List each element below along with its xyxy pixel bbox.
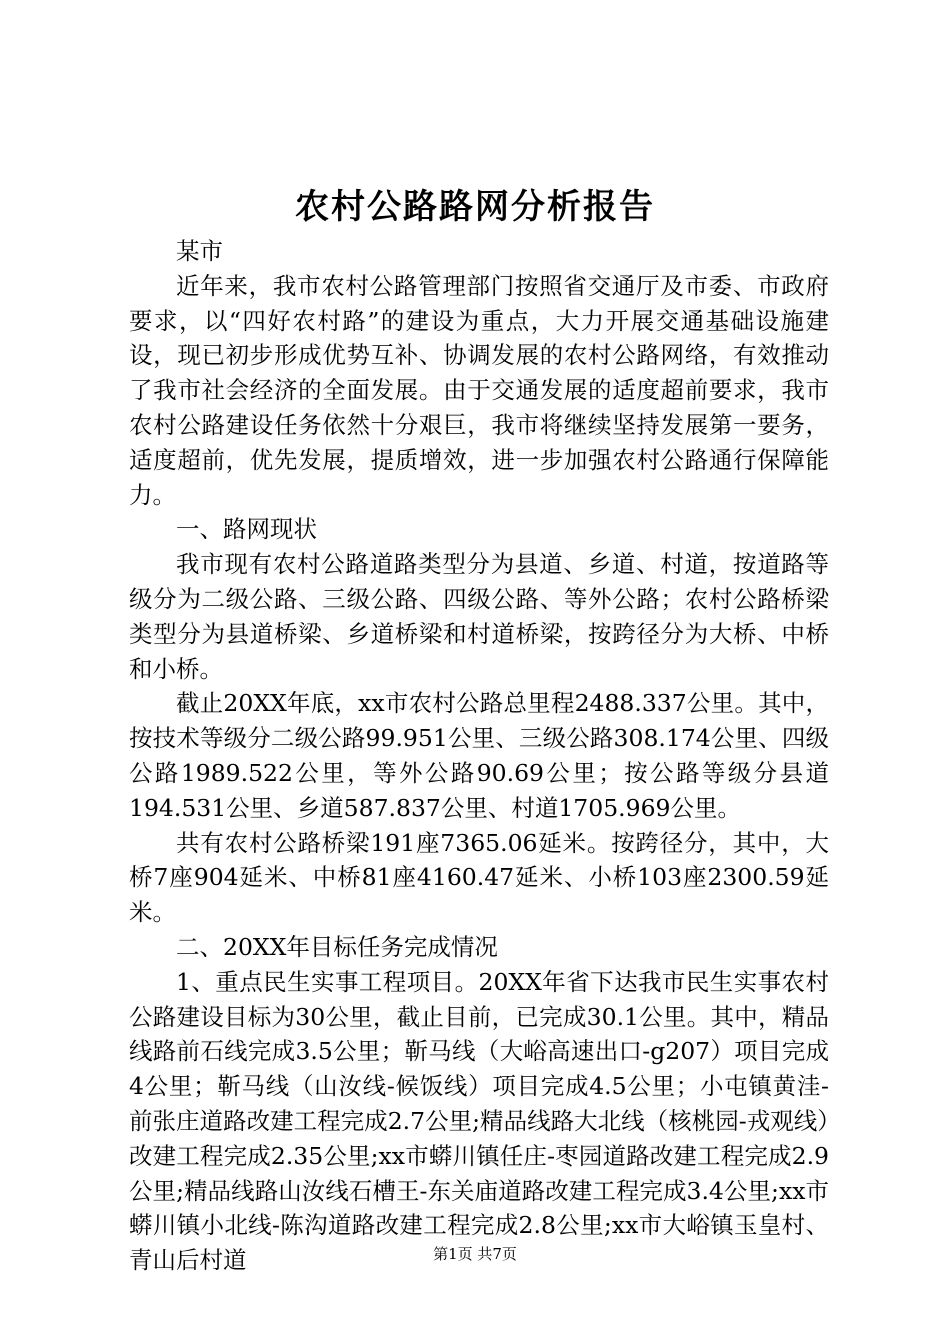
page-indicator: 第1页 共7页 — [433, 1245, 517, 1263]
paragraph-mileage: 截止20XX年底，xx市农村公路总里程2488.337公里。其中，按技术等级分二级公路99.951公里、三级公路308.174公里、四级公路1989.522公里，等外公路90.69公里；按公路等级分县道194.531公里、乡道587.837公里、村道1705.969公里。 — [129, 689, 829, 822]
document-body — [129, 234, 829, 1278]
section-heading-targets: 二、20XX年目标任务完成情况 — [176, 932, 498, 961]
section-heading-network-status: 一、路网现状 — [176, 515, 317, 544]
paragraph-city: 某市 — [176, 237, 223, 265]
paragraph-key-projects: 1、重点民生实事工程项目。20XX年省下达我市民生实事农村公路建设目标为30公里，截止目前，已完成30.1公里。其中，精品线路前石线完成3.5公里；靳马线（大峪高速出口-g207）项目完成4公里；靳马线（山汝线-候饭线）项目完成4.5公里；小屯镇黄洼-前张庄道路改建工程完成2.7公里;精品线路大北线（核桃园-戎观线）改建工程完成2.35公里;xx市蟒川镇任庄-枣园道路改建工程完成2.9公里;精品线路山汝线石槽王-东关庙道路改建工程完成3.4公里;xx市蟒川镇小北线-陈沟道路改建工程完成2.8公里;xx市大峪镇玉皇村、青山后村道 — [129, 967, 829, 1275]
paragraph-bridges: 共有农村公路桥梁191座7365.06延米。按跨径分，其中，大桥7座904延米、中桥81座4160.47延米、小桥103座2300.59延米。 — [129, 828, 829, 927]
document-title: 农村公路路网分析报告 — [295, 187, 655, 227]
paragraph-road-types: 我市现有农村公路道路类型分为县道、乡道、村道，按道路等级分为二级公路、三级公路、四级公路、等外公路；农村公路桥梁类型分为县道桥梁、乡道桥梁和村道桥梁，按跨径分为大桥、中桥和小桥。 — [129, 550, 829, 683]
paragraph-intro: 近年来，我市农村公路管理部门按照省交通厅及市委、市政府要求，以“四好农村路”的建设为重点，大力开展交通基础设施建设，现已初步形成优势互补、协调发展的农村公路网络，有效推动了我市社会经济的全面发展。由于交通发展的适度超前要求，我市农村公路建设任务依然十分艰巨，我市将继续坚持发展第一要务，适度超前，优先发展，提质增效，进一步加强农村公路通行保障能力。 — [129, 271, 829, 509]
